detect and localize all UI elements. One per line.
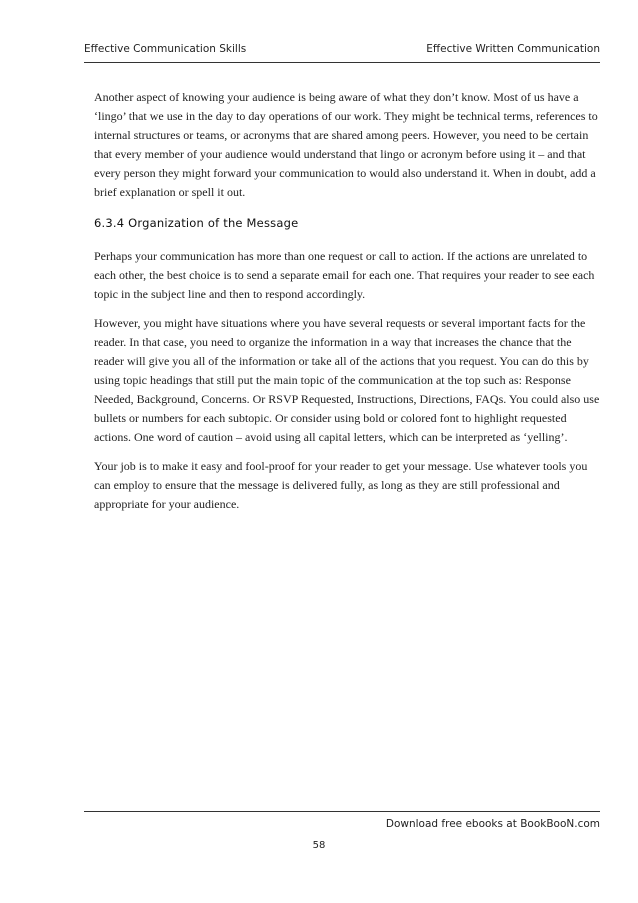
- section-heading: 6.3.4 Organization of the Message: [94, 216, 299, 230]
- download-ebooks-link[interactable]: Download free ebooks at BookBooN.com: [385, 818, 600, 830]
- header-chapter-title: Effective Written Communication: [426, 43, 600, 55]
- body-paragraph: Your job is to make it easy and fool-proof for your reader to get your message. Use whatever tools you can employ to ensure that the message is delivered fully, as long as they are still professional and appropriate for your audience.: [94, 459, 588, 511]
- body-paragraph: Another aspect of knowing your audience is being aware of what they don’t know. Most of us have a ‘lingo’ that we use in the day to day operations of our work. They might be technical terms, references to internal structures or teams, or acronyms that are shared among peers. However, you need to be certain that every member of your audience would understand that lingo or acronym before using it – and that every person they might forward your communication to would also understand it. When in doubt, add a brief explanation or spell it out.: [94, 90, 598, 199]
- page-number: 58: [312, 840, 326, 851]
- page-body: [94, 88, 604, 524]
- page-header: [84, 40, 600, 63]
- header-book-title: Effective Communication Skills: [84, 43, 247, 55]
- footer-divider: [84, 811, 600, 812]
- body-paragraph: However, you might have situations where you have several requests or several important facts for the reader. In that case, you need to organize the information in a way that increases the chance that the reader will give you all of the information or take all of the actions that you request. You can do this by using topic headings that still put the main topic of the communication at the top such as: Response Needed, Background, Concerns. Or RSVP Requested, Instructions, Directions, FAQs. You could also use bullets or numbers for each subtopic. Or consider using bold or colored font to highlight requested actions. One word of caution – avoid using all capital letters, which can be interpreted as ‘yelling’.: [94, 316, 600, 444]
- body-paragraph: Perhaps your communication has more than one request or call to action. If the actions are unrelated to each other, the best choice is to send a separate email for each one. That requires your reader to see each topic in the subject line and then to respond accordingly.: [94, 249, 595, 301]
